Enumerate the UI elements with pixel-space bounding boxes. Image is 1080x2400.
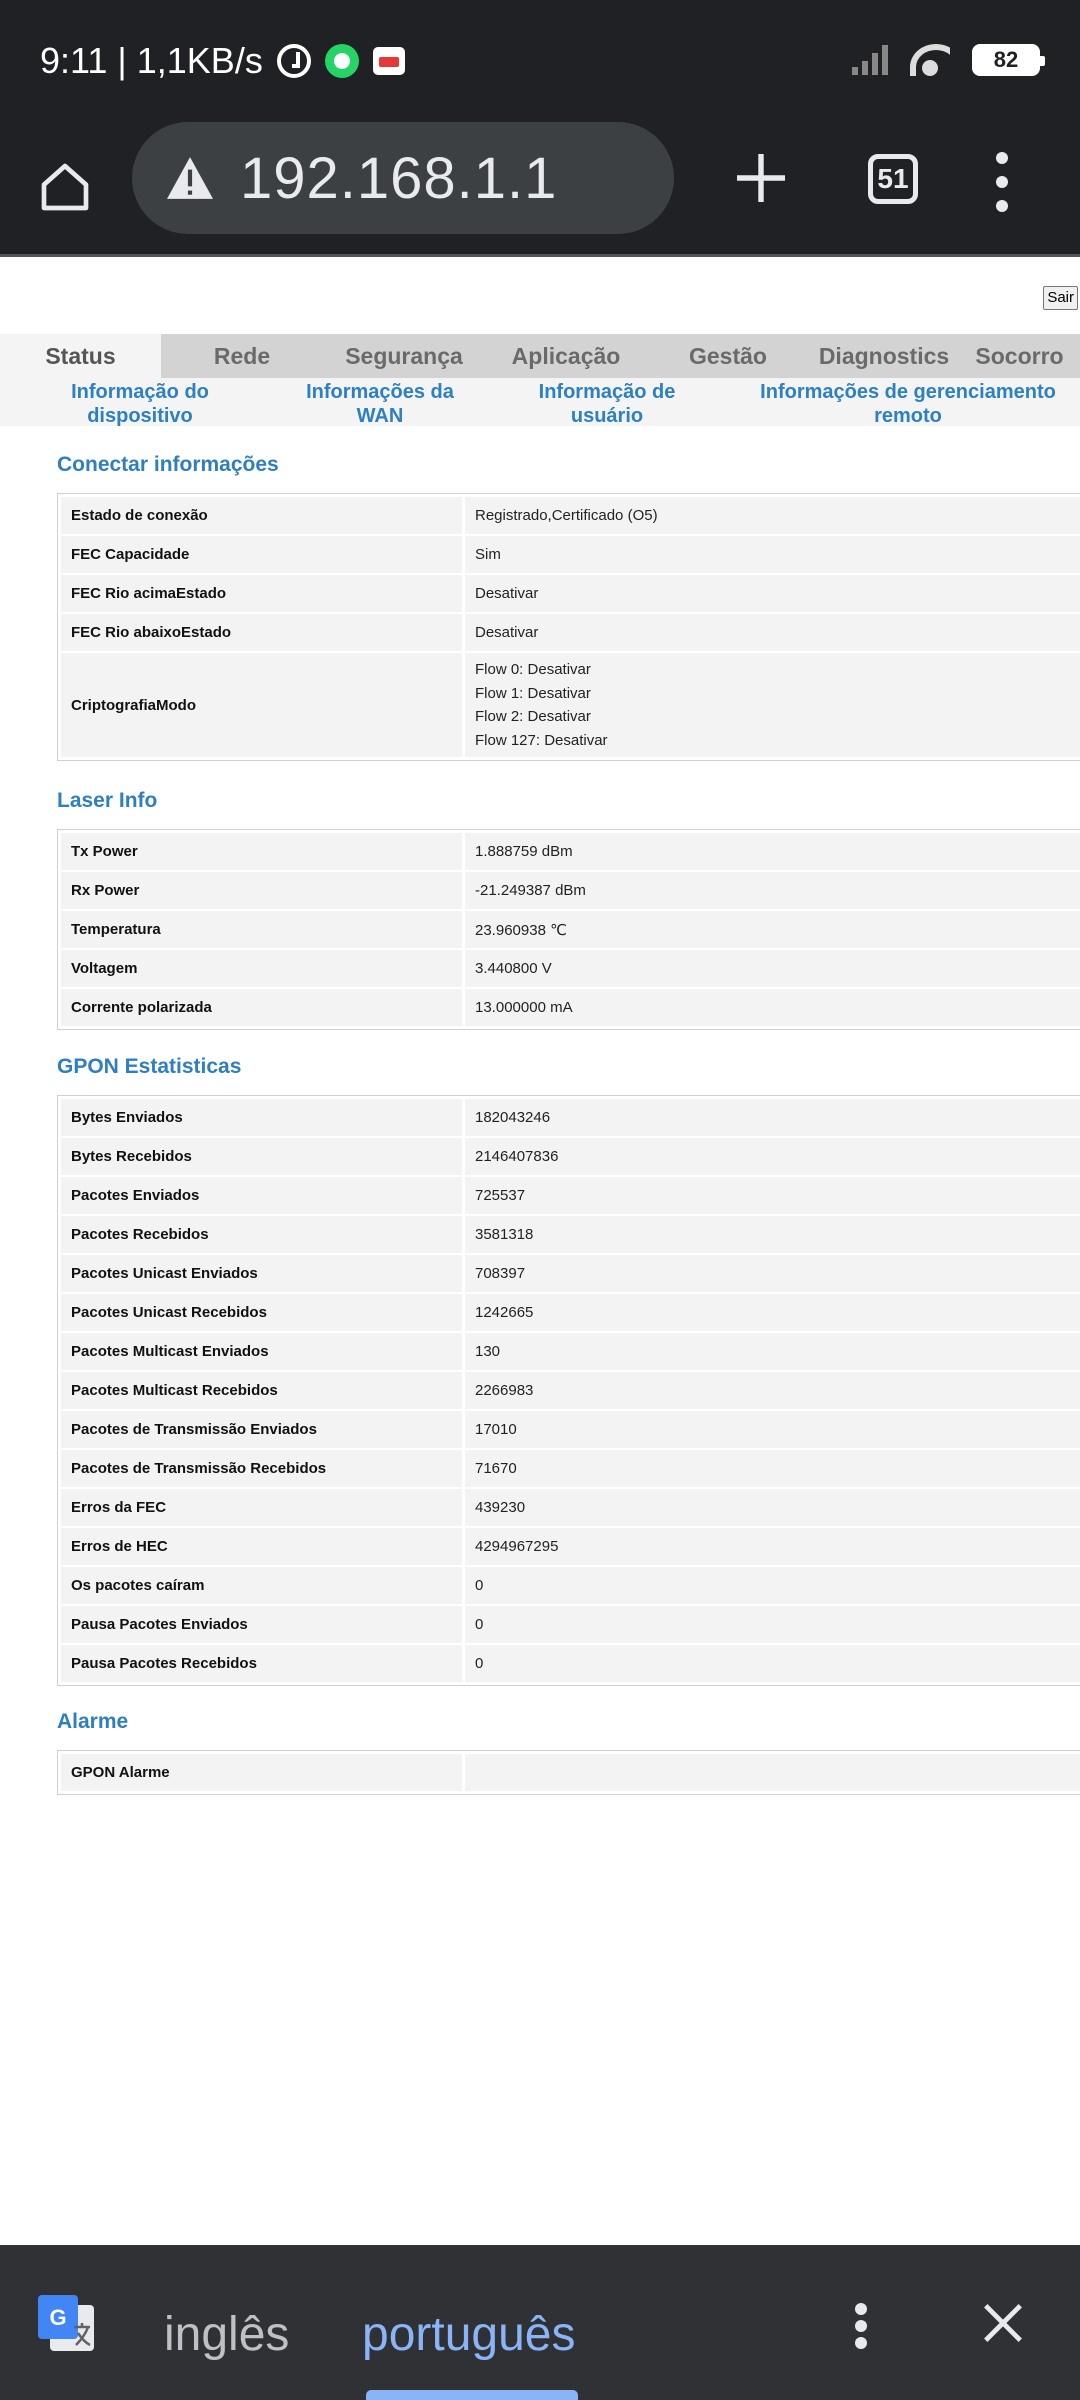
table-row [61,872,1080,909]
nav-gestao[interactable]: Gestão [689,343,767,369]
row-label: CriptografiaModo [61,653,465,757]
table-row [61,614,1080,651]
dot-icon [996,152,1008,164]
main-nav [0,334,1080,378]
row-value: 17010 [475,1421,517,1438]
table-row [61,1754,1080,1791]
home-icon [37,159,93,215]
row-value: 439230 [475,1499,526,1516]
row-value: 708397 [475,1265,526,1282]
subnav-line: WAN [356,405,404,427]
subnav-device-info[interactable] [55,380,225,428]
translate-close-button[interactable] [980,2300,1026,2346]
flow-status: Flow 0: Desativar [475,661,591,678]
cell-signal-icon [852,45,888,75]
table-row [61,1606,1080,1643]
row-value [465,653,1080,757]
close-icon [980,2300,1026,2346]
address-bar[interactable] [132,122,674,234]
row-value: 0 [475,1577,484,1594]
row-value: 13.000000 mA [475,999,573,1016]
row-label: Pacotes Unicast Recebidos [61,1294,465,1331]
table-row [61,575,1080,612]
row-value: 71670 [475,1460,517,1477]
nav-aplicacao[interactable]: Aplicação [511,343,621,369]
laser-table [57,829,1080,1030]
gpon-section-title: GPON Estatisticas [57,1055,242,1078]
flow-status: Flow 2: Desativar [475,708,591,725]
plus-icon [725,142,797,214]
target-language-tab[interactable]: português [362,2308,576,2361]
row-value: 4294967295 [475,1538,559,1555]
row-label: Pausa Pacotes Recebidos [61,1645,465,1682]
row-label: Pacotes Enviados [61,1177,465,1214]
source-language-tab[interactable]: inglês [164,2308,290,2361]
nav-diagnostics[interactable]: Diagnostics [818,343,950,369]
row-label: FEC Rio abaixoEstado [61,614,465,651]
laser-section-title: Laser Info [57,789,158,812]
row-label: Voltagem [61,950,465,987]
dot-icon [855,2337,867,2349]
dot-icon [855,2320,867,2332]
alarm-clock-icon [277,44,311,78]
table-row [61,1489,1080,1526]
table-row [61,833,1080,870]
warning-icon[interactable] [162,153,218,203]
new-tab-button[interactable] [725,142,797,214]
table-row [61,1411,1080,1448]
row-value: 2146407836 [475,1148,559,1165]
row-label: GPON Alarme [61,1754,465,1791]
flow-status: Flow 127: Desativar [475,731,608,749]
row-label: Corrente polarizada [61,989,465,1026]
subnav-line: Informações de gerenciamento [760,381,1056,403]
row-value: 2266983 [475,1382,534,1399]
row-label: Erros da FEC [61,1489,465,1526]
nav-rede[interactable]: Rede [213,343,271,369]
nav-socorro[interactable]: Socorro [975,343,1064,369]
row-value: 1.888759 dBm [475,843,573,860]
row-value: 3581318 [475,1226,534,1243]
row-label: Pacotes Unicast Enviados [61,1255,465,1292]
subnav-line: Informação de [538,381,676,403]
battery-icon [972,44,1040,76]
status-bar [0,0,1080,122]
table-row [61,653,1080,757]
subnav-line: Informação do [71,381,209,403]
tab-count: 51 [877,163,909,194]
subnav-line: remoto [874,405,942,427]
google-translate-icon[interactable] [36,2293,98,2355]
sub-nav [0,378,1080,426]
tab-switcher-button[interactable] [868,154,918,204]
row-value: 182043246 [475,1109,551,1126]
row-value: 0 [475,1655,484,1672]
subnav-line: Informações da [306,381,454,403]
table-row [61,1138,1080,1175]
row-value: Sim [475,546,501,563]
row-label: Pacotes de Transmissão Enviados [61,1411,465,1448]
table-row [61,1450,1080,1487]
row-label: Pacotes Multicast Enviados [61,1333,465,1370]
translate-menu-button[interactable] [855,2303,867,2349]
flow-status: Flow 1: Desativar [475,684,591,702]
row-label: FEC Capacidade [61,536,465,573]
row-label: Erros de HEC [61,1528,465,1565]
row-label: Os pacotes caíram [61,1567,465,1604]
table-row [61,1528,1080,1565]
table-row [61,1099,1080,1136]
connection-table [57,493,1080,761]
row-value [465,1754,1080,1791]
row-label: Pausa Pacotes Enviados [61,1606,465,1643]
row-value: 130 [475,1343,501,1360]
whatsapp-icon [325,44,359,78]
translate-bar [0,2245,1080,2400]
table-row [61,497,1080,534]
dot-icon [996,176,1008,188]
nav-seguranca[interactable]: Segurança [345,343,463,369]
row-label: Tx Power [61,833,465,870]
row-label: Estado de conexão [61,497,465,534]
alarm-section-title: Alarme [57,1710,129,1733]
subnav-remote-management[interactable] [750,380,1066,428]
row-value: 725537 [475,1187,526,1204]
table-row [61,950,1080,987]
alarm-table [57,1750,1080,1795]
table-row [61,911,1080,948]
connection-section-title: Conectar informações [57,453,279,476]
gpon-table [57,1095,1080,1686]
time-speed-text: 9:11 | 1,1KB/s [40,40,263,81]
row-value: 3.440800 V [475,960,552,977]
row-value: 1242665 [475,1304,534,1321]
row-value: -21.249387 dBm [475,882,586,899]
table-row [61,536,1080,573]
table-row [61,1294,1080,1331]
home-button[interactable] [30,152,100,222]
row-label: FEC Rio acimaEstado [61,575,465,612]
row-value: Registrado,Certificado (O5) [475,507,658,524]
subnav-line: usuário [570,405,644,427]
table-row [61,1372,1080,1409]
table-row [61,989,1080,1026]
subnav-wan-info[interactable] [295,380,465,428]
url-text: 192.168.1.1 [240,145,558,211]
active-tab-indicator [366,2390,578,2400]
nav-status[interactable]: Status [0,334,161,378]
wifi-icon [910,44,950,76]
row-label: Pacotes Recebidos [61,1216,465,1253]
row-value: Desativar [475,624,539,641]
row-value: 23.960938 ℃ [475,921,567,939]
dot-icon [996,200,1008,212]
row-label: Rx Power [61,872,465,909]
status-bar-right [852,44,1040,76]
logout-button[interactable]: Sair [1043,286,1078,310]
row-label: Pacotes de Transmissão Recebidos [61,1450,465,1487]
battery-level: 82 [993,47,1019,72]
browser-menu-button[interactable] [990,152,1014,212]
svg-text:G: G [49,2305,67,2330]
row-value: Desativar [475,585,539,602]
row-label: Pacotes Multicast Recebidos [61,1372,465,1409]
row-label: Bytes Enviados [61,1099,465,1136]
status-bar-left [40,40,405,82]
youtube-icon [373,47,405,75]
row-value: 0 [475,1616,484,1633]
table-row [61,1645,1080,1682]
router-status-page [0,260,1080,2245]
table-row [61,1177,1080,1214]
row-label: Temperatura [61,911,465,948]
table-row [61,1567,1080,1604]
table-row [61,1255,1080,1292]
row-label: Bytes Recebidos [61,1138,465,1175]
subnav-line: dispositivo [87,405,193,427]
table-row [61,1333,1080,1370]
subnav-user-info[interactable] [522,380,692,428]
table-row [61,1216,1080,1253]
browser-toolbar [0,122,1080,257]
dot-icon [855,2303,867,2315]
